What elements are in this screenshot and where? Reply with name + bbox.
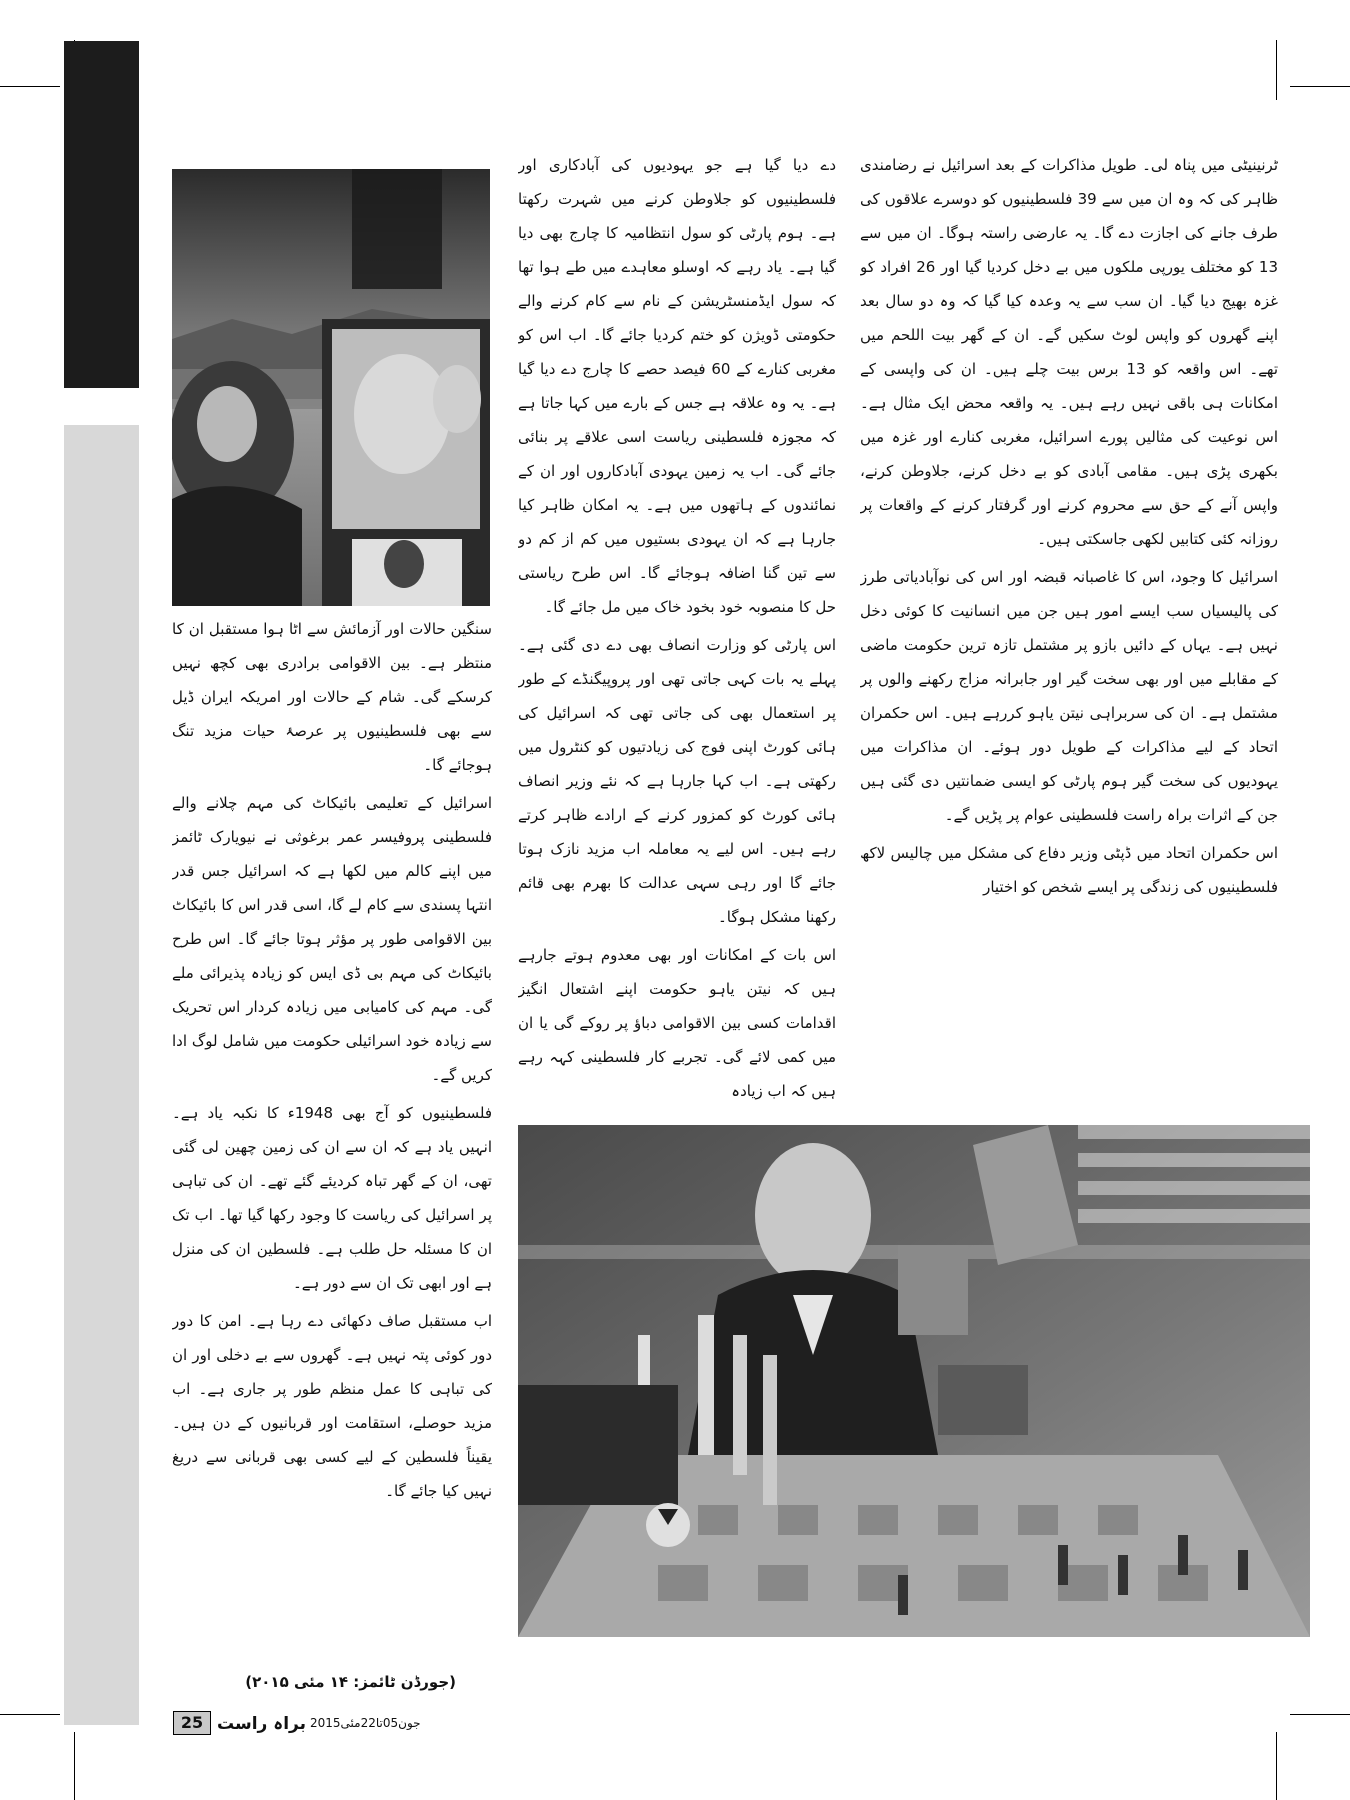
crop-mark [1276, 40, 1277, 100]
side-bar-dark [64, 41, 139, 388]
paragraph: اس بات کے امکانات اور بھی معدوم ہوتے جارہے ہیں کہ نیتن یاہو حکومت اپنے اشتعال انگیز اقدامات کسی بین الاقوامی دباؤ پر روکے گی یا ان میں کمی لائے گی۔ تجربے کار فلسطینی کہہ رہے ہیں کہ اب زیادہ [518, 946, 836, 1100]
crop-mark [74, 1732, 75, 1800]
article-column-right [860, 148, 1278, 1120]
political-illustration [518, 1125, 1310, 1637]
crop-mark [1276, 1732, 1277, 1800]
paragraph: اس پارٹی کو وزارت انصاف بھی دے دی گئی ہے۔ پہلے یہ بات کہی جاتی تھی اور پروپیگنڈے کے طور پر استعمال بھی کی جاتی تھی کہ اسرائیل کی ہائی کورٹ اپنی فوج کی زیادتیوں کو کنٹرول میں رکھتی ہے۔ اب کہا جارہا ہے کہ نئے وزیر انصاف ہائی کورٹ کو کمزور کرنے کے ارادے ظاہر کرتے رہے ہیں۔ اس لیے یہ معاملہ اب مزید نازک ہوتا جائے گا اور رہی سہی عدالت کا بھرم بھی قائم رکھنا مشکل ہوگا۔ [518, 636, 836, 926]
crop-mark [0, 86, 60, 87]
page-number: 25 [173, 1711, 211, 1735]
crop-mark [1290, 1714, 1350, 1715]
article-column-left [172, 612, 492, 1657]
magazine-name: براہ راست [217, 1713, 306, 1734]
paragraph: دے دیا گیا ہے جو یہودیوں کی آبادکاری اور فلسطینیوں کو جلاوطن کرنے میں شہرت رکھتا ہے۔ ہوم پارٹی کو سول انتظامیہ کا چارج بھی دیا گیا ہے۔ یاد رہے کہ اوسلو معاہدے میں طے ہوا تھا کہ سول ایڈمنسٹریشن کے نام سے کام کرنے والے حکومتی ڈویژن کو ختم کردیا جائے گا۔ اب اس کو مغربی کنارے کے 60 فیصد حصے کا چارج دے دیا گیا ہے۔ یہ وہ علاقہ ہے جس کے بارے میں کہا جاتا ہے کہ مجوزہ فلسطینی ریاست اسی علاقے پر بنائی جائے گی۔ اب یہ زمین یہودی آبادکاروں اور ان کے نمائندوں کے ہاتھوں میں ہے۔ یہ امکان ظاہر کیا جارہا ہے کہ ان یہودی بستیوں میں کم از کم دو سے تین گنا اضافہ ہوجائے گا۔ اس طرح ریاستی حل کا منصوبہ خود بخود خاک میں مل جائے گا۔ [518, 156, 836, 616]
page-footer [173, 1712, 425, 1734]
protest-photo [172, 169, 490, 606]
crop-mark [0, 1714, 60, 1715]
paragraph: ٹرنینیٹی میں پناہ لی۔ طویل مذاکرات کے بعد اسرائیل نے رضامندی ظاہر کی کہ وہ ان میں سے 39 فلسطینیوں کو دوسرے علاقوں کی طرف جانے کی اجازت دے گا۔ یہ عارضی راستہ ہوگا۔ ان میں سے 13 کو مختلف یورپی ملکوں میں بے دخل کردیا گیا اور 26 افراد کو غزہ بھیج دیا گیا۔ ان سب سے یہ وعدہ کیا گیا کہ وہ دو سال بعد اپنے گھروں کو واپس لوٹ سکیں گے۔ ان کے گھر بیت اللحم میں تھے۔ اس واقعہ کو 13 برس بیت چلے ہیں۔ ان کی واپسی کے امکانات ہی باقی نہیں رہے ہیں۔ یہ واقعہ محض ایک مثال ہے۔ اس نوعیت کی مثالیں پورے اسرائیل، مغربی کنارے اور غزہ میں بکھری پڑی ہیں۔ مقامی آبادی کو بے دخل کرنے، جلاوطن کرنے، واپس آنے کے حق سے محروم کرنے اور گرفتار کرنے کے واقعات پر روزانہ کئی کتابیں لکھی جاسکتی ہیں۔ [860, 156, 1278, 548]
crop-mark [1290, 86, 1350, 87]
source-credit: (جورڈن ٹائمز: ۱۴ مئی ۲۰۱۵) [245, 1673, 456, 1691]
side-bar-light [64, 425, 139, 1725]
paragraph: اس حکمران اتحاد میں ڈپٹی وزیر دفاع کی مشکل میں چالیس لاکھ فلسطینیوں کی زندگی پر ایسے شخص کو اختیار [860, 844, 1278, 896]
issue-date: 2015جون05تا22مئی [310, 1716, 421, 1730]
paragraph: اسرائیل کا وجود، اس کا غاصبانہ قبضہ اور اس کی نوآبادیاتی طرز کی پالیسیاں سب ایسے امور ہیں جن میں انسانیت کا کوئی دخل نہیں ہے۔ یہاں کے دائیں بازو پر مشتمل تازہ ترین حکومت ماضی کے مقابلے میں اور بھی سخت گیر اور جابرانہ مزاج رکھنے والوں پر مشتمل ہے۔ ان کی سربراہی نیتن یاہو کررہے ہیں۔ اس حکمران اتحاد کے لیے مذاکرات کے طویل دور ہوئے۔ ان مذاکرات میں یہودیوں کی سخت گیر ہوم پارٹی کو ایسی ضمانتیں دی گئی ہیں جن کے اثرات براہ راست فلسطینی عوام پر پڑیں گے۔ [860, 568, 1278, 824]
paragraph: اب مستقبل صاف دکھائی دے رہا ہے۔ امن کا دور دور کوئی پتہ نہیں ہے۔ گھروں سے بے دخلی اور ان کی تباہی کا عمل منظم طور پر جاری ہے۔ اب مزید حوصلے، استقامت اور قربانیوں کے دن ہیں۔ یقیناً فلسطین کے لیے کسی بھی قربانی سے دریغ نہیں کیا جائے گا۔ [172, 1312, 492, 1500]
paragraph: فلسطینیوں کو آج بھی 1948ء کا نکبہ یاد ہے۔ انہیں یاد ہے کہ ان سے ان کی زمین چھین لی گئی تھی، ان کے گھر تباہ کردیئے گئے تھے۔ ان کی تباہی پر اسرائیل کی ریاست کا وجود رکھا گیا تھا۔ اب تک ان کا مسئلہ حل طلب ہے۔ فلسطین ان کی منزل ہے اور ابھی تک ان سے دور ہے۔ [172, 1104, 492, 1292]
paragraph: سنگین حالات اور آزمائش سے اٹا ہوا مستقبل ان کا منتظر ہے۔ بین الاقوامی برادری بھی کچھ نہیں کرسکے گی۔ شام کے حالات اور امریکہ ایران ڈیل سے بھی فلسطینیوں پر عرصۂ حیات مزید تنگ ہوجائے گا۔ [172, 620, 492, 774]
paragraph: اسرائیل کے تعلیمی بائیکاٹ کی مہم چلانے والے فلسطینی پروفیسر عمر برغوثی نے نیویارک ٹائمز میں اپنے کالم میں لکھا ہے کہ اسرائیل جس قدر انتہا پسندی سے کام لے گا، اسی قدر اس کا بائیکاٹ بین الاقوامی طور پر مؤثر ہوتا جائے گا۔ اس طرح بائیکاٹ کی مہم بی ڈی ایس کو زیادہ پذیرائی ملے گی۔ مہم کی کامیابی میں زیادہ کردار اس تحریک سے زیادہ خود اسرائیلی حکومت میں شامل لوگ ادا کریں گے۔ [172, 794, 492, 1084]
article-column-middle [518, 148, 836, 1120]
